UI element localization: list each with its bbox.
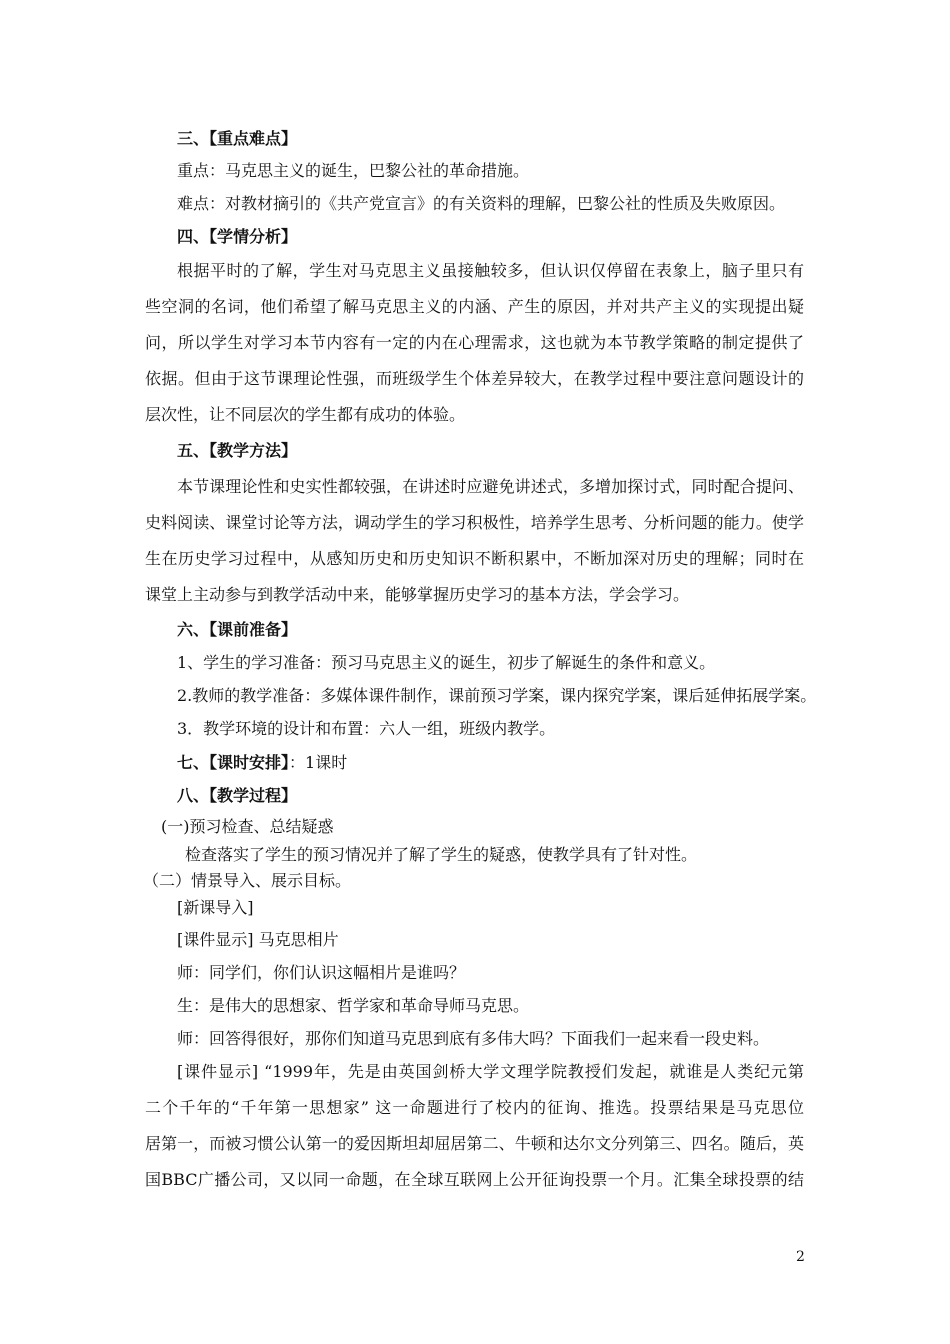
analysis-line: 些空洞的名词，他们希望了解马克思主义的内涵、产生的原因，并对共产主义的实现提出疑 bbox=[145, 297, 804, 316]
prep-item: 1、学生的学习准备：预习马克思主义的诞生，初步了解诞生的条件和意义。 bbox=[177, 653, 716, 672]
method-line: 生在历史学习过程中，从感知历史和历史知识不断积累中，不断加深对历史的理解；同时在 bbox=[145, 549, 804, 568]
subsection-1-title: (一)预习检查、总结疑惑 bbox=[161, 817, 334, 836]
key-point-text: 重点：马克思主义的诞生，巴黎公社的革命措施。 bbox=[177, 161, 530, 180]
section-4-heading: 四、【学情分析】 bbox=[177, 227, 298, 246]
page-number: 2 bbox=[796, 1249, 805, 1265]
section-6-heading: 六、【课前准备】 bbox=[177, 620, 298, 639]
section-7-line bbox=[177, 753, 347, 773]
method-line: 课堂上主动参与到教学活动中来，能够掌握历史学习的基本方法，学会学习。 bbox=[145, 585, 690, 604]
difficulty-text: 难点：对教材摘引的《共产党宣言》的有关资料的理解，巴黎公社的性质及失败原因。 bbox=[177, 194, 786, 213]
student-line: 生：是伟大的思想家、哲学家和革命导师马克思。 bbox=[177, 996, 530, 1015]
new-lesson-label: [新课导入] bbox=[177, 898, 254, 917]
prep-item: 2.教师的教学准备：多媒体课件制作，课前预习学案，课内探究学案，课后延伸拓展学案。 bbox=[177, 686, 817, 705]
courseware-quote-line: 居第一，而被习惯公认第一的爱因斯坦却屈居第二、牛顿和达尔文分列第三、四名。随后，英 bbox=[145, 1134, 804, 1153]
subsection-1-text: 检查落实了学生的预习情况并了解了学生的疑惑，使教学具有了针对性。 bbox=[185, 845, 698, 864]
courseware-quote-line: [课件显示] “1999年，先是由英国剑桥大学文理学院教授们发起，就谁是人类纪元第 bbox=[177, 1062, 804, 1081]
courseware-quote-line: 国BBC广播公司，又以同一命题，在全球互联网上公开征询投票一个月。汇集全球投票的结 bbox=[145, 1170, 804, 1189]
analysis-line: 根据平时的了解，学生对马克思主义虽接触较多，但认识仅停留在表象上，脑子里只有 bbox=[177, 261, 804, 280]
courseware-photo: [课件显示] 马克思相片 bbox=[177, 930, 339, 949]
lesson-hours: ：1课时 bbox=[289, 753, 348, 772]
method-line: 本节课理论性和史实性都较强，在讲述时应避免讲述式，多增加探讨式，同时配合提问、 bbox=[177, 477, 804, 496]
section-5-heading: 五、【教学方法】 bbox=[177, 441, 298, 460]
section-7-heading: 七、【课时安排】 bbox=[177, 753, 290, 772]
section-3-heading: 三、【重点难点】 bbox=[177, 129, 298, 148]
prep-item: 3．教学环境的设计和布置：六人一组，班级内教学。 bbox=[177, 719, 556, 738]
courseware-quote-line: 二个千年的“千年第一思想家” 这一命题进行了校内的征询、推选。投票结果是马克思位 bbox=[145, 1098, 804, 1117]
analysis-line: 层次性，让不同层次的学生都有成功的体验。 bbox=[145, 405, 466, 424]
teacher-line: 师：同学们，你们认识这幅相片是谁吗？ bbox=[177, 963, 466, 982]
teacher-line: 师：回答得很好，那你们知道马克思到底有多伟大吗？下面我们一起来看一段史料。 bbox=[177, 1029, 770, 1048]
subsection-2-title: （二）情景导入、展示目标。 bbox=[143, 871, 352, 890]
section-8-heading: 八、【教学过程】 bbox=[177, 786, 298, 805]
method-line: 史料阅读、课堂讨论等方法，调动学生的学习积极性，培养学生思考、分析问题的能力。使学 bbox=[145, 513, 804, 532]
analysis-line: 问，所以学生对学习本节内容有一定的内在心理需求，这也就为本节教学策略的制定提供了 bbox=[145, 333, 804, 352]
analysis-line: 依据。但由于这节课理论性强，而班级学生个体差异较大，在教学过程中要注意问题设计的 bbox=[145, 369, 804, 388]
